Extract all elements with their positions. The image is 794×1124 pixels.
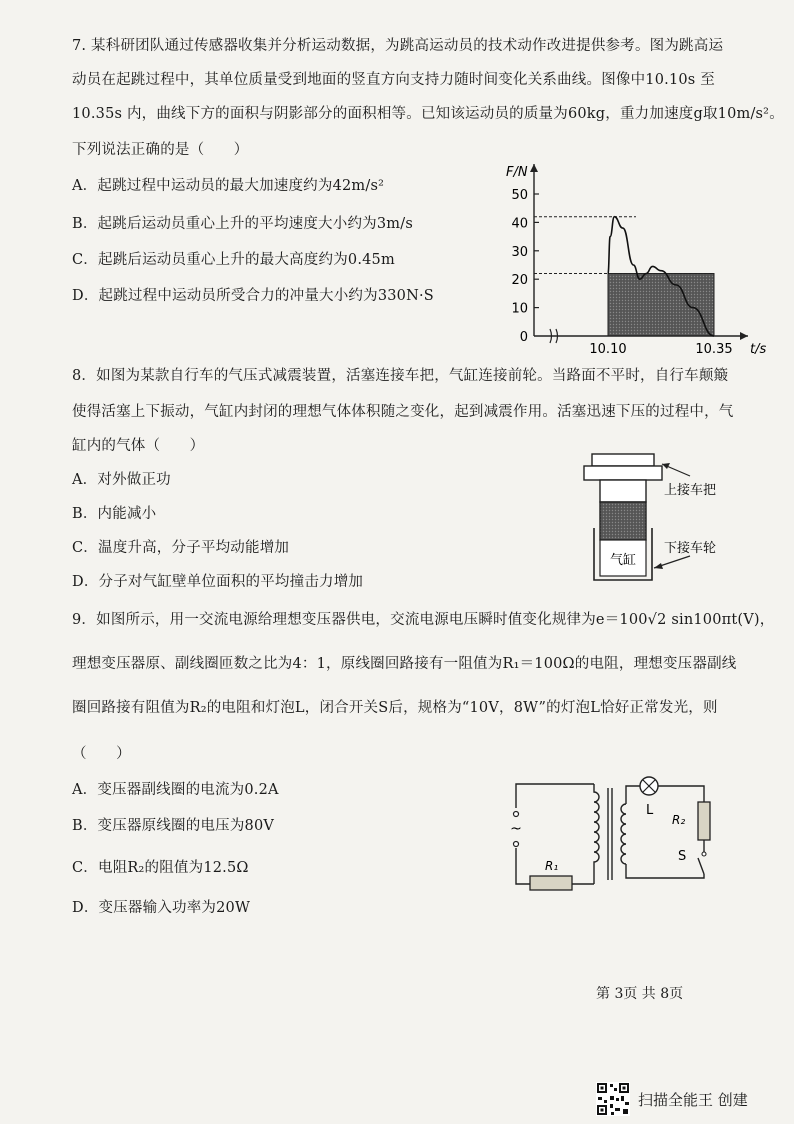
- lamp-label: L: [646, 803, 654, 818]
- shaded-area: [608, 274, 714, 336]
- q8-line-2: 使得活塞上下振动，气缸内封闭的理想气体体积随之变化，起到减震作用。活塞迅速下压的过程中，气: [72, 404, 734, 420]
- y-axis-arrow: [530, 164, 538, 172]
- q8-line-3: 缸内的气体（ ）: [72, 438, 205, 454]
- scanner-watermark: [596, 1082, 748, 1116]
- y-tick-label: 10: [511, 301, 528, 317]
- q7-option-b: B．起跳后运动员重心上升的平均速度大小约为3m/s: [72, 216, 413, 232]
- y-tick-label: 40: [511, 216, 528, 232]
- qr-code-icon: [596, 1082, 630, 1116]
- q8-option-c: C．温度升高，分子平均动能增加: [72, 540, 290, 556]
- x-axis-arrow: [740, 332, 748, 340]
- ac-source-symbol: ~: [510, 821, 522, 837]
- y-tick-label: 0: [519, 330, 528, 345]
- x-axis-label: t/s: [750, 342, 767, 357]
- resistor-r1: [530, 876, 572, 890]
- y-tick-label: 50: [511, 188, 528, 203]
- switch-label: S: [678, 849, 687, 864]
- label-top-handlebar: 上接车把: [664, 483, 717, 498]
- q9-line-1: 9．如图所示，用一交流电源给理想变压器供电，交流电源电压瞬时值变化规律为e＝100√2 sin100πt(V)，: [72, 612, 775, 628]
- q9-option-a: A．变压器副线圈的电流为0.2A: [72, 782, 279, 798]
- scanner-label: 扫描全能王 创建: [638, 1090, 748, 1109]
- q7-line-3: 10.35s 内，曲线下方的面积与阴影部分的面积相等。已知该运动员的质量为60kg，重力加速度g取10m/s²。: [72, 106, 784, 122]
- label-bottom-wheel: 下接车轮: [664, 541, 717, 556]
- q9-option-b: B．变压器原线圈的电压为80V: [72, 818, 275, 834]
- transformer-circuit-figure: [508, 768, 718, 908]
- q8-option-b: B．内能减小: [72, 506, 157, 522]
- x-tick-label: 10.35: [695, 342, 733, 357]
- q9-line-2: 理想变压器原、副线圈匝数之比为4：1，原线圈回路接有一阻值为R₁＝100Ω的电阻，理想变压器副线: [72, 656, 737, 672]
- resistor-r2: [698, 802, 710, 840]
- y-tick-label: 20: [511, 273, 528, 289]
- q7-line-2: 动员在起跳过程中，其单位质量受到地面的竖直方向支持力随时间变化关系曲线。图像中10.10s 至: [72, 72, 715, 88]
- q8-option-a: A．对外做正功: [72, 472, 171, 488]
- q7-option-c: C．起跳后运动员重心上升的最大高度约为0.45m: [72, 252, 395, 268]
- cylinder-label: 气缸: [609, 553, 637, 568]
- q9-option-c: C．电阻R₂的阻值为12.5Ω: [72, 860, 249, 876]
- q7-option-d: D．起跳过程中运动员所受合力的冲量大小约为330N·S: [72, 288, 434, 304]
- q7-line-4: 下列说法正确的是（ ）: [72, 142, 249, 158]
- x-tick-label: 10.10: [589, 342, 627, 357]
- q8-option-d: D．分子对气缸壁单位面积的平均撞击力增加: [72, 574, 364, 590]
- force-time-chart: [486, 158, 776, 358]
- r2-label: R₂: [672, 813, 686, 827]
- page-number: 第 3页 共 8页: [596, 986, 684, 1002]
- q7-line-1: 7. 某科研团队通过传感器收集并分析运动数据，为跳高运动员的技术动作改进提供参考。图为跳高运: [72, 38, 724, 54]
- y-tick-label: 30: [511, 244, 528, 260]
- q7-option-a: A．起跳过程中运动员的最大加速度约为42m/s²: [72, 178, 385, 194]
- q9-option-d: D．变压器输入功率为20W: [72, 900, 251, 916]
- q8-line-1: 8．如图为某款自行车的气压式减震装置，活塞连接车把，气缸连接前轮。当路面不平时，自行车颠簸: [72, 368, 729, 384]
- y-axis-label: F/N: [506, 165, 528, 180]
- q9-line-3: 圈回路接有阻值为R₂的电阻和灯泡L，闭合开关S后，规格为“10V，8W”的灯泡L恰好正常发光，则: [72, 700, 718, 716]
- r1-label: R₁: [545, 859, 559, 873]
- q9-line-4: （ ）: [72, 746, 131, 762]
- shock-absorber-figure: [578, 452, 778, 587]
